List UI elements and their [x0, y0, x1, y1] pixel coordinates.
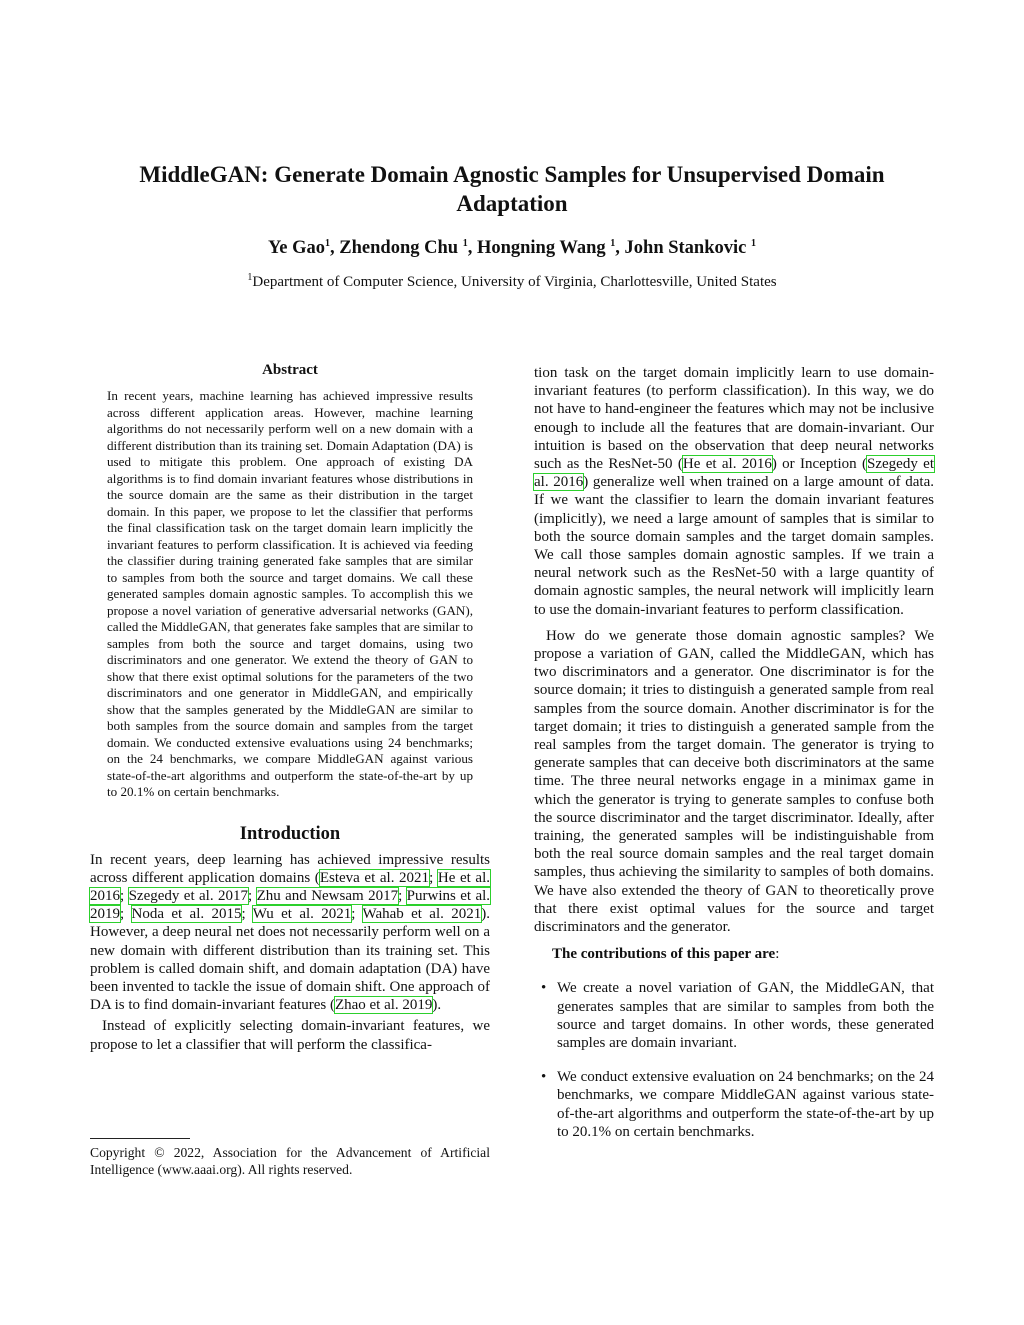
list-item: • We create a novel variation of GAN, the MiddleGAN, that generates samples that are similar to samples from both the source and target domains. In other words, these generated samples are domain invariant. [541, 980, 934, 1051]
citation-link[interactable]: He et al. 2016 [90, 869, 490, 904]
affiliation [90, 274, 934, 291]
author-affil-mark: 1 [751, 237, 756, 249]
contributions-list [534, 979, 934, 1141]
right-column [534, 364, 934, 1157]
intro-paragraph-1: In recent years, deep learning has achieved impressive results across different application domains (Esteva et al. 2021; He et al. 2016; Szegedy et al. 2017; Zhu and Newsam 2017; Purwins et al. 2019; Noda et al. 2015; Wu et al. 2021; Wahab et al. 2021). However, a deep neural net does not necessarily perform well on a new domain with different distribution than its training set. This problem is called domain shift, and domain adaptation (DA) have been invented to tackle the issue of domain shift. One approach of DA is to find domain-invariant features (Zhao et al. 2019). [90, 851, 491, 1014]
paper-title: MiddleGAN: Generate Domain Agnostic Samples for Unsupervised Domain Adaptation [139, 162, 885, 216]
body-paragraph-1: tion task on the target domain implicitly learn to use domain-invariant features (to perform classification). In this way, we do not have to hand-engineer the features which may not be inclusive enough to include all the features that are domain-invariant. Our intuition is based on the observation that deep neural networks such as the ResNet-50 (He et al. 2016) or Inception (Szegedy et al. 2016) generalize well when trained on a large amount of data. If we want the classifier to learn the domain invariant features (implicitly), we need a large amount of samples that is similar to both the source domain samples and the target domain samples. We call those samples domain agnostic samples. If we train a neural network such as the ResNet-50 with a large quantity of domain agnostic samples, the neural network will implicitly learn to use the domain-invariant features to perform classification. [534, 365, 935, 618]
bullet-icon: • [541, 1069, 547, 1086]
bullet-icon: • [541, 980, 547, 997]
left-column [90, 362, 490, 1054]
affil-mark: 1 [247, 272, 253, 283]
affil-text: Department of Computer Science, University of Virginia, Charlottesville, United States [252, 274, 777, 290]
contributions-lead: The contributions of this paper are: [552, 946, 780, 963]
citation-link[interactable]: Esteva et al. 2021 [319, 869, 430, 886]
citation-link[interactable]: Wu et al. 2021 [252, 906, 352, 923]
citation-link[interactable]: Noda et al. 2015 [131, 906, 242, 923]
author-affil-mark: 1 [462, 237, 468, 249]
list-item: • We conduct extensive evaluation on 24 benchmarks; on the 24 benchmarks, we compare MiddleGAN against various state-of-the-art algorithms and outperform the state-of-the-art by up to 20.1% on certain benchmarks. [541, 1069, 934, 1140]
author-name: John Stankovic [624, 238, 747, 258]
author-list: Ye Gao$^1$, Zhendong Chu $^1$, Hongning Wang $^1$, John Stankovic $^1$ [267, 237, 756, 258]
citation-link[interactable]: Szegedy et al. 2017 [128, 887, 248, 904]
abstract-heading: Abstract [262, 362, 318, 378]
intro-paragraph-2: Instead of explicitly selecting domain-invariant features, we propose to let a classifier that will perform the classifica- [90, 1018, 490, 1053]
author-name: Ye Gao [267, 238, 326, 258]
citation-link[interactable]: Purwins et al. 2019 [90, 887, 491, 923]
citation-link[interactable]: Zhu and Newsam 2017 [256, 887, 399, 904]
abstract-text: In recent years, machine learning has achieved impressive results across different application areas. However, machine learning algorithms do not necessarily perform well on a new domain with a different distribution than its training set. Domain Adaptation (DA) is used to mitigate this problem. One approach of existing DA algorithms is to find domain invariant features whose distributions in the source domain are the same as their distribution in the target domain. In this paper, we propose to let the classifier that performs the final classification task on the target domain learn implicitly the invariant features to perform classification. It is achieved via feeding the classifier during training generated fake samples that are similar to samples from both the source and target domains. We call these generated samples domain agnostic samples. To accomplish this we propose a novel variation of generative adversarial networks (GAN), called the MiddleGAN, that generates fake samples that are similar to samples from both the source and target domains, using two discriminators and one generator. We extend the theory of GAN to show that there exist optimal solutions for the parameters of the two discriminators and one generator in MiddleGAN, and empirically show that the samples generated by the MiddleGAN are similar to both samples from the source domain and samples from the target domain. We conducted extensive evaluations using 24 benchmarks; on the 24 benchmarks, we compare MiddleGAN against various state-of-the-art algorithms and outperform the state-of-the-art by up to 20.1% on certain benchmarks. [107, 388, 473, 799]
author-affil-mark: 1 [325, 237, 331, 249]
author-name: Zhendong Chu [339, 238, 459, 258]
copyright-notice: Copyright © 2022, Association for the Advancement of Artificial Intelligence (www.aaai.org). All rights reserved. [90, 1145, 490, 1177]
author-affil-mark: 1 [610, 237, 616, 249]
author-name: Hongning Wang [476, 238, 606, 258]
citation-link[interactable]: He et al. 2016 [682, 456, 772, 473]
citation-link[interactable]: Wahab et al. 2021 [362, 906, 482, 923]
section-heading-introduction: Introduction [239, 823, 341, 844]
citation-link[interactable]: Zhao et al. 2019 [334, 997, 433, 1014]
citation-link[interactable]: Szegedy et al. 2016 [534, 456, 935, 491]
body-paragraph-2: How do we generate those domain agnostic samples? We propose a variation of GAN, called the MiddleGAN, which has two discriminators and a generator. One discriminator is for the source domain; it tries to distinguish a generated sample from real samples from the source domain. Another discriminator is for the target domain; it tries to distinguish a generated sample from the real samples from the target domain. The generator is trying to generate samples that can deceive both discriminators at the same time. The three neural networks engage in a minimax game in which the generator is trying to generate samples to confuse both the source discriminator and the target discriminator. Ideally, after training, the generated samples will be indistinguishable from both the real source domain samples and the real target domain samples, thus achieving the similarity to samples of both domains. We have also extended the theory of GAN to theoretically prove that there exist optimal values for the source and target discriminators and the generator. [534, 627, 934, 936]
